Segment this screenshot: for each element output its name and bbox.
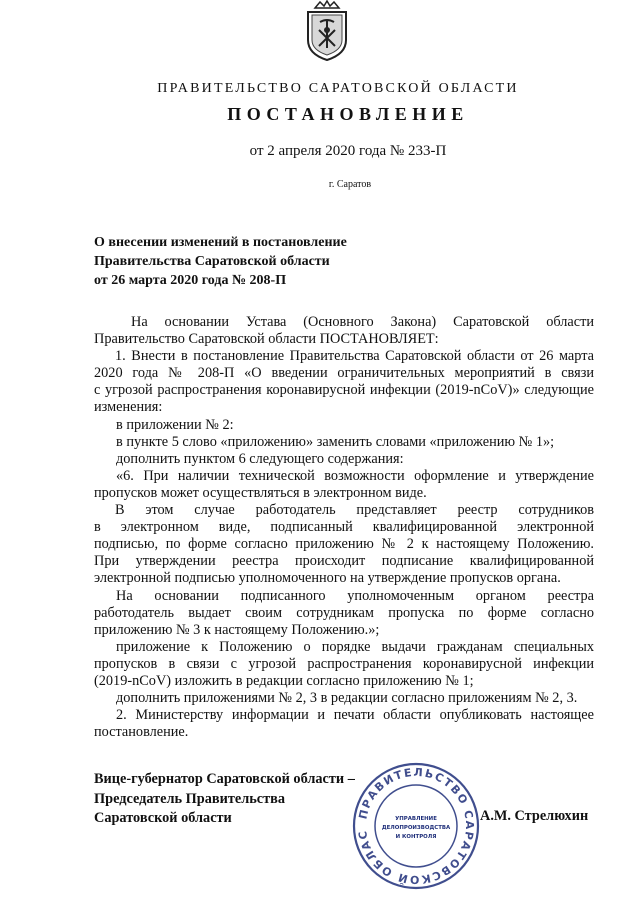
body-line: в электронном виде, подписанный квалифицированной электронной [94,519,594,536]
body-line: В этом случае работодатель представляет реестр сотрудников [115,502,594,519]
body-line: пропусков может осуществляться в электронном виде. [94,484,427,501]
body-line: подписью, по форме согласно приложению № 2 к настоящему Положению. [94,536,594,553]
body-line: 2. Министерству информации и печати области опубликовать настоящее [116,707,594,724]
position-line: Председатель Правительства [94,790,286,807]
document-type: ПОСТАНОВЛЕНИЕ [227,104,469,124]
document-place: г. Саратов [328,179,372,190]
body-line: в пункте 5 слово «приложению» заменить словами «приложению № 1»; [116,433,555,450]
document-date-number: от 2 апреля 2020 года № 233-П [249,143,447,159]
body-line: приложение к Положению о порядке выдачи гражданам специальных [116,638,594,655]
stamp-center-line: И КОНТРОЛЯ [395,834,437,840]
body-line: с угрозой распространения коронавирусной инфекции (2019-nCoV)» следующие [94,382,594,399]
body-line: На основании Устава (Основного Закона) Саратовской области [131,314,594,330]
body-line: 1. Внести в постановление Правительства Саратовской области от 26 марта [115,348,594,365]
official-stamp [350,760,482,892]
body-line: дополнить приложениями № 2, 3 в редакции согласно приложениям № 2, 3. [116,690,578,707]
subject-line: О внесении изменений в постановление [94,235,347,250]
position-line: Вице-губернатор Саратовской области – [94,771,355,787]
stamp-ring-text: ПРАВИТЕЛЬСТВО САРАТОВСКОЙ ОБЛАС [355,765,477,887]
coat-of-arms-emblem [302,0,352,62]
stamp-center-line: УПРАВЛЕНИЕ [395,816,437,822]
body-line: постановление. [94,724,189,741]
government-name: ПРАВИТЕЛЬСТВО САРАТОВСКОЙ ОБЛАСТИ [157,81,519,96]
subject-line: от 26 марта 2020 года № 208-П [94,273,287,288]
body-line: Правительство Саратовской области ПОСТАНОВЛЯЕТ: [94,331,439,348]
body-line: дополнить пунктом 6 следующего содержания: [116,450,404,467]
body-line: пропусков в связи с угрозой распространения коронавирусной инфекции [94,655,594,672]
body-line: «6. При наличии технической возможности оформление и утверждение [116,467,594,484]
body-line: в приложении № 2: [116,416,234,433]
stamp-center-line: ДЕЛОПРОИЗВОДСТВА [381,825,451,831]
body-line: (2019-nCoV) изложить в редакции согласно приложению № 1; [94,672,474,689]
body-line: приложению № 3 к настоящему Положению.»; [94,621,380,638]
body-line: 2020 года № 208-П «О введении ограничительных мероприятий в связи [94,365,594,382]
subject-line: Правительства Саратовской области [94,254,330,269]
signatory-position [94,770,355,829]
document-subject [94,233,424,290]
position-line: Саратовской области [94,810,232,826]
body-line: работодатель выдает своим сотрудникам пропуска по форме согласно [94,604,594,621]
body-line: При утверждении реестра происходит подписание квалифицированной [94,553,594,570]
body-line: изменения: [94,399,163,416]
document-body [94,314,594,741]
body-line: На основании подписанного уполномоченным органом реестра [116,587,594,604]
signatory-name: А.М. Стрелюхин [480,808,589,824]
body-line: электронной подписью уполномоченного на утверждение пропусков органа. [94,570,561,587]
